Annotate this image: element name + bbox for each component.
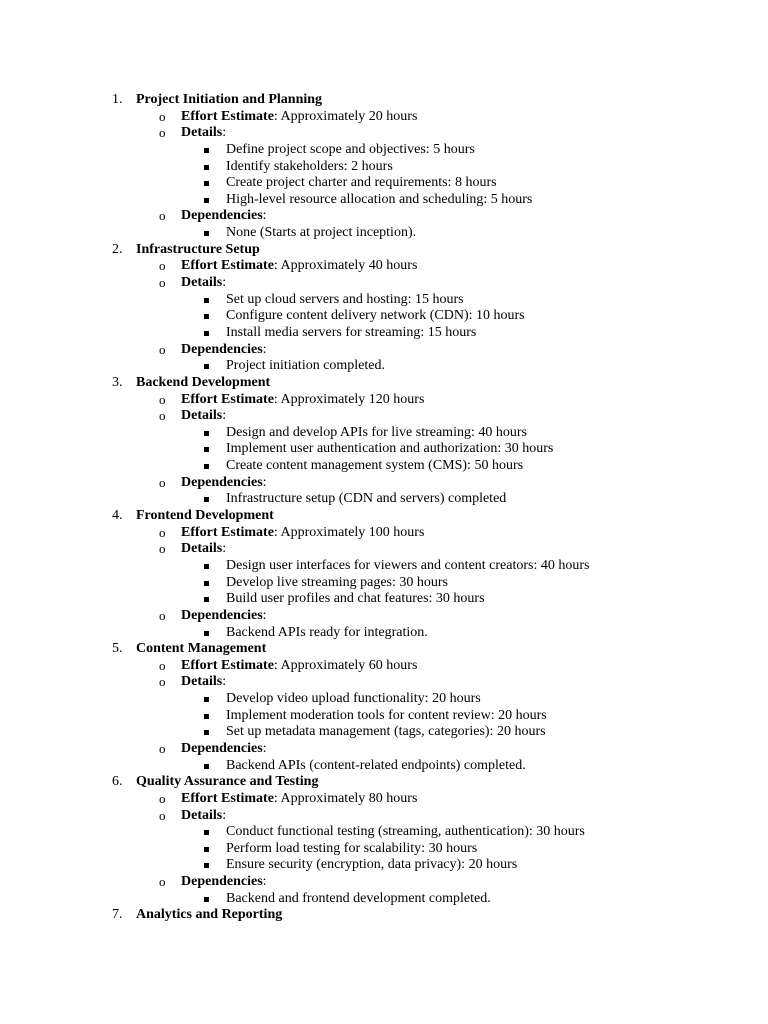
list-item <box>0 175 768 192</box>
subsection-text <box>181 808 226 825</box>
square-bullet-icon <box>204 730 209 735</box>
list-item <box>0 441 768 458</box>
list-item-text: Set up metadata management (tags, categories): 20 hours <box>226 724 546 740</box>
section-title: Infrastructure Setup <box>136 241 260 257</box>
subsection-text <box>181 608 267 625</box>
list-item-text: Backend and frontend development completed. <box>226 890 491 906</box>
subsection-item <box>0 475 768 492</box>
subsection-item <box>0 275 768 292</box>
square-bullet-icon <box>204 581 209 586</box>
subsection-label: Effort Estimate <box>181 391 274 407</box>
subsection-item <box>0 408 768 425</box>
subsection-item <box>0 658 768 675</box>
square-bullet-icon <box>204 181 209 186</box>
list-item-text: High-level resource allocation and scheduling: 5 hours <box>226 191 533 207</box>
circle-bullet-icon: o <box>159 258 166 274</box>
square-bullet-icon <box>204 298 209 303</box>
subsection-value: : Approximately 80 hours <box>273 790 418 806</box>
list-item <box>0 325 768 342</box>
subsection-label: Dependencies <box>181 740 263 756</box>
subsection-text <box>181 208 267 225</box>
list-item <box>0 891 768 908</box>
section-number: 6. <box>112 774 123 790</box>
list-item-text: Configure content delivery network (CDN): 10 hours <box>226 308 525 324</box>
list-item-text: Design and develop APIs for live streaming: 40 hours <box>226 424 527 440</box>
list-item <box>0 425 768 442</box>
section-title: Frontend Development <box>136 508 274 524</box>
list-item-text: Install media servers for streaming: 15 hours <box>226 324 477 340</box>
list-item-text: Set up cloud servers and hosting: 15 hours <box>226 291 464 307</box>
subsection-text <box>181 125 226 142</box>
list-item-text: Project initiation completed. <box>226 358 386 374</box>
circle-bullet-icon: o <box>159 674 166 690</box>
list-item <box>0 308 768 325</box>
subsection-label: Dependencies <box>181 474 263 490</box>
subsection-value: : <box>262 740 267 756</box>
subsection-item <box>0 109 768 126</box>
subsection-text <box>181 658 417 675</box>
subsection-value: : <box>222 674 227 690</box>
square-bullet-icon <box>204 447 209 452</box>
subsection-item <box>0 741 768 758</box>
subsection-item <box>0 608 768 625</box>
list-item <box>0 491 768 508</box>
list-item-text: Create project charter and requirements: 8 hours <box>226 175 497 191</box>
square-bullet-icon <box>204 331 209 336</box>
subsection-value: : <box>222 275 227 291</box>
square-bullet-icon <box>204 764 209 769</box>
section-title: Project Initiation and Planning <box>136 92 323 107</box>
subsection-label: Effort Estimate <box>181 524 274 540</box>
subsection-value: : <box>262 474 267 490</box>
subsection-value: : Approximately 40 hours <box>273 258 418 274</box>
subsection-value: : <box>222 408 227 424</box>
subsection-text <box>181 408 226 425</box>
section-number: 1. <box>112 92 123 107</box>
circle-bullet-icon: o <box>159 874 166 890</box>
subsection-label: Dependencies <box>181 208 263 224</box>
list-item <box>0 824 768 841</box>
section-title: Backend Development <box>136 374 271 390</box>
subsection-label: Dependencies <box>181 874 263 890</box>
subsection-value: : <box>222 541 227 557</box>
subsection-value: : <box>262 341 267 357</box>
subsection-text <box>181 275 226 292</box>
subsection-label: Effort Estimate <box>181 790 274 806</box>
section-title: Quality Assurance and Testing <box>136 774 319 790</box>
subsection-item <box>0 808 768 825</box>
list-item-text: None (Starts at project inception). <box>226 225 417 241</box>
subsection-label: Details <box>181 541 223 557</box>
subsection-text <box>181 541 226 558</box>
subsection-value: : <box>262 874 267 890</box>
document-page <box>0 92 768 924</box>
list-item-text: Develop video upload functionality: 20 hours <box>226 691 481 707</box>
circle-bullet-icon: o <box>159 607 166 623</box>
circle-bullet-icon: o <box>159 740 166 756</box>
section-heading <box>0 92 768 109</box>
circle-bullet-icon: o <box>159 341 166 357</box>
square-bullet-icon <box>204 564 209 569</box>
subsection-label: Dependencies <box>181 341 263 357</box>
list-item <box>0 841 768 858</box>
subsection-label: Details <box>181 408 223 424</box>
square-bullet-icon <box>204 597 209 602</box>
circle-bullet-icon: o <box>159 275 166 291</box>
subsection-label: Details <box>181 125 223 141</box>
square-bullet-icon <box>204 314 209 319</box>
circle-bullet-icon: o <box>159 391 166 407</box>
subsection-item <box>0 674 768 691</box>
subsection-item <box>0 392 768 409</box>
subsection-item <box>0 525 768 542</box>
square-bullet-icon <box>204 631 209 636</box>
square-bullet-icon <box>204 830 209 835</box>
subsection-item <box>0 791 768 808</box>
section-number: 7. <box>112 907 123 923</box>
list-item-text: Ensure security (encryption, data privacy): 20 hours <box>226 857 518 873</box>
circle-bullet-icon: o <box>159 541 166 557</box>
circle-bullet-icon: o <box>159 108 166 124</box>
square-bullet-icon <box>204 464 209 469</box>
list-item-text: Create content management system (CMS): 50 hours <box>226 458 524 474</box>
subsection-label: Details <box>181 275 223 291</box>
list-item-text: Develop live streaming pages: 30 hours <box>226 574 449 590</box>
subsection-item <box>0 874 768 891</box>
list-item <box>0 225 768 242</box>
section-heading <box>0 242 768 259</box>
subsection-item <box>0 541 768 558</box>
circle-bullet-icon: o <box>159 408 166 424</box>
subsection-item <box>0 208 768 225</box>
subsection-value: : Approximately 100 hours <box>273 524 425 540</box>
list-item <box>0 758 768 775</box>
list-item-text: Backend APIs ready for integration. <box>226 624 428 640</box>
square-bullet-icon <box>204 231 209 236</box>
circle-bullet-icon: o <box>159 807 166 823</box>
subsection-text <box>181 741 267 758</box>
list-item <box>0 558 768 575</box>
square-bullet-icon <box>204 431 209 436</box>
subsection-label: Details <box>181 807 223 823</box>
square-bullet-icon <box>204 148 209 153</box>
list-item <box>0 591 768 608</box>
list-item <box>0 458 768 475</box>
square-bullet-icon <box>204 165 209 170</box>
subsection-label: Dependencies <box>181 607 263 623</box>
subsection-value: : Approximately 120 hours <box>273 391 425 407</box>
list-item-text: Implement user authentication and authorization: 30 hours <box>226 441 554 457</box>
subsection-label: Effort Estimate <box>181 258 274 274</box>
subsection-item <box>0 342 768 359</box>
circle-bullet-icon: o <box>159 125 166 141</box>
subsection-label: Details <box>181 674 223 690</box>
subsection-text <box>181 874 267 891</box>
circle-bullet-icon: o <box>159 208 166 224</box>
subsection-value: : <box>262 607 267 623</box>
section-heading <box>0 641 768 658</box>
subsection-text <box>181 109 417 126</box>
subsection-value: : <box>222 807 227 823</box>
section-heading <box>0 375 768 392</box>
list-item-text: Implement moderation tools for content review: 20 hours <box>226 707 547 723</box>
list-item <box>0 857 768 874</box>
list-item-text: Identify stakeholders: 2 hours <box>226 158 393 174</box>
circle-bullet-icon: o <box>159 790 166 806</box>
list-item <box>0 625 768 642</box>
subsection-text <box>181 342 267 359</box>
subsection-label: Effort Estimate <box>181 108 274 124</box>
section-number: 4. <box>112 508 123 524</box>
square-bullet-icon <box>204 697 209 702</box>
subsection-value: : <box>222 125 227 141</box>
list-item <box>0 691 768 708</box>
section-heading <box>0 774 768 791</box>
square-bullet-icon <box>204 847 209 852</box>
subsection-text <box>181 674 226 691</box>
subsection-item <box>0 125 768 142</box>
circle-bullet-icon: o <box>159 474 166 490</box>
subsection-value: : Approximately 20 hours <box>273 108 418 124</box>
section-title: Analytics and Reporting <box>136 907 283 923</box>
square-bullet-icon <box>204 198 209 203</box>
list-item-text: Conduct functional testing (streaming, authentication): 30 hours <box>226 824 585 840</box>
section-number: 2. <box>112 241 123 257</box>
subsection-value: : <box>262 208 267 224</box>
circle-bullet-icon: o <box>159 524 166 540</box>
section-number: 3. <box>112 374 123 390</box>
square-bullet-icon <box>204 863 209 868</box>
list-item <box>0 159 768 176</box>
list-item-text: Design user interfaces for viewers and content creators: 40 hours <box>226 557 590 573</box>
section-title: Content Management <box>136 641 267 657</box>
list-item-text: Perform load testing for scalability: 30 hours <box>226 840 478 856</box>
list-item <box>0 708 768 725</box>
subsection-text <box>181 258 417 275</box>
list-item <box>0 575 768 592</box>
section-number: 5. <box>112 641 123 657</box>
list-item-text: Define project scope and objectives: 5 hours <box>226 141 475 157</box>
square-bullet-icon <box>204 497 209 502</box>
list-item-text: Backend APIs (content-related endpoints) completed. <box>226 757 526 773</box>
subsection-text <box>181 525 424 542</box>
subsection-label: Effort Estimate <box>181 657 274 673</box>
subsection-text <box>181 475 267 492</box>
section-heading <box>0 508 768 525</box>
list-item <box>0 358 768 375</box>
subsection-text <box>181 791 417 808</box>
list-item-text: Build user profiles and chat features: 30 hours <box>226 591 485 607</box>
square-bullet-icon <box>204 714 209 719</box>
list-item <box>0 142 768 159</box>
section-heading <box>0 907 768 924</box>
list-item-text: Infrastructure setup (CDN and servers) completed <box>226 491 507 507</box>
list-item <box>0 192 768 209</box>
square-bullet-icon <box>204 364 209 369</box>
square-bullet-icon <box>204 897 209 902</box>
subsection-text <box>181 392 424 409</box>
subsection-value: : Approximately 60 hours <box>273 657 418 673</box>
list-item <box>0 724 768 741</box>
subsection-item <box>0 258 768 275</box>
list-item <box>0 292 768 309</box>
circle-bullet-icon: o <box>159 657 166 673</box>
